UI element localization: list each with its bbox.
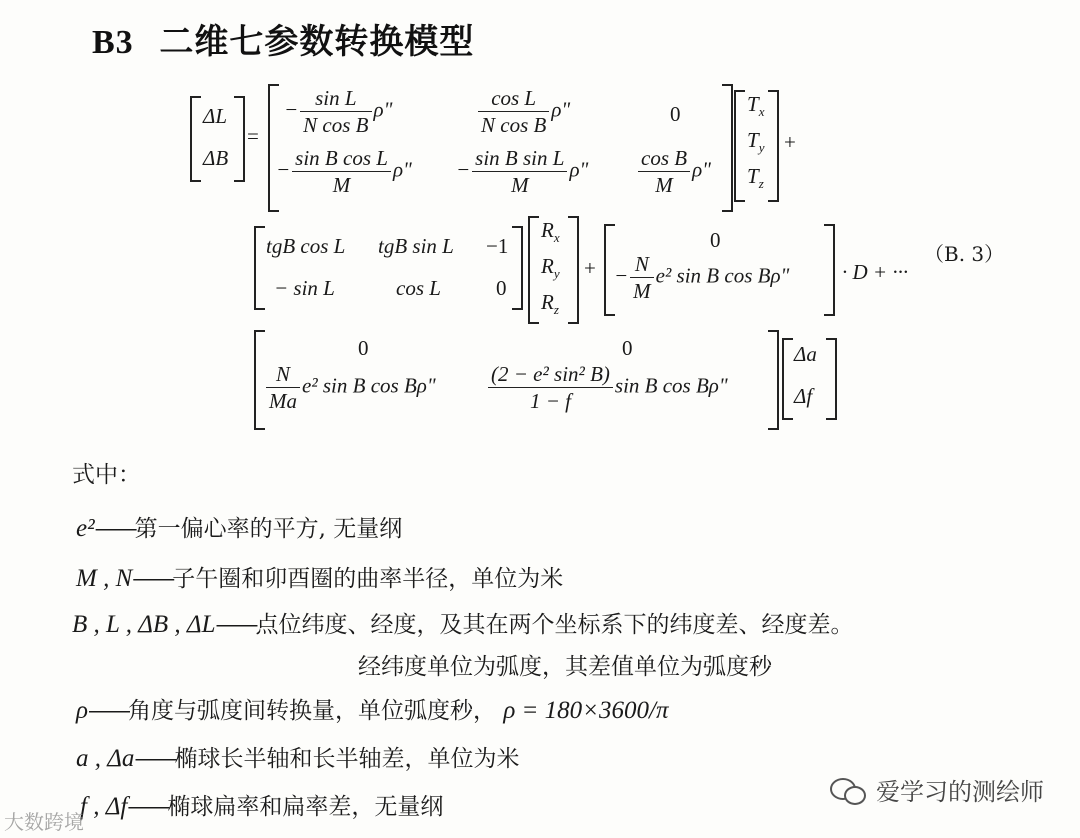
matrix-r21: − sin L — [274, 276, 335, 300]
watermark — [830, 772, 1044, 807]
equation-tail: · D + ··· — [842, 260, 909, 284]
bracket-left — [782, 338, 793, 420]
lhs-delta-l: ΔL — [203, 104, 228, 128]
bracket-right — [568, 216, 579, 324]
matrix-c22: $\frac{\text{(2 − e² sin² B)}}{1 - f}$ sin B cos Bρ" — [486, 362, 728, 413]
matrix-c21: $\frac{N}{Ma}$ e² sin B cos Bρ" — [264, 362, 436, 413]
matrix-m13: 0 — [670, 102, 681, 126]
equation-number: （B. 3） — [924, 242, 1005, 266]
where-label: 式中： — [72, 462, 141, 488]
lhs-delta-b: ΔB — [203, 146, 229, 170]
bracket-right — [234, 96, 245, 182]
t-x: $T_x$ — [747, 92, 765, 120]
matrix-r12: tgB sin L — [378, 234, 454, 258]
plus-sign: + — [784, 130, 796, 154]
bracket-left — [734, 90, 745, 202]
vector-delta-a: Δa — [794, 342, 817, 366]
corner-watermark: 大数跨境 — [4, 810, 84, 834]
vector-v2: − $\frac{N}{M}$ e² sin B cos Bρ" — [614, 252, 790, 303]
matrix-r13: −1 — [486, 234, 509, 258]
matrix-r23: 0 — [496, 276, 507, 300]
definition-b-l: B , L , ΔB , ΔL——点位纬度、经度，及其在两个坐标系下的纬度差、经度差。 — [72, 611, 854, 638]
section-title — [92, 14, 474, 63]
definition-f: f , Δf——椭球扁率和扁率差，无量纲 — [80, 793, 444, 820]
matrix-r22: cos L — [396, 276, 441, 300]
matrix-m11: − $\frac{\text{sin L}}{\text{N cos B}}$ ρ" — [284, 86, 393, 137]
matrix-c11: 0 — [358, 336, 369, 360]
section-title-text: 二维七参数转换模型 — [159, 22, 475, 62]
r-y: $R_y$ — [541, 254, 560, 282]
plus-sign: + — [584, 256, 596, 280]
vector-v1: 0 — [710, 228, 721, 252]
definition-b-l-cont: 经纬度单位为弧度，其差值单位为弧度秒 — [358, 654, 772, 680]
r-x: $R_x$ — [541, 218, 560, 246]
bracket-right — [826, 338, 837, 420]
matrix-m23: $\frac{\text{cos B}}{M}$ ρ" — [636, 146, 711, 197]
wechat-icon — [830, 776, 868, 804]
bracket-right — [824, 224, 835, 316]
definition-m-n: M , N——子午圈和卯酉圈的曲率半径，单位为米 — [76, 565, 564, 592]
bracket-right — [768, 330, 779, 430]
equals-sign: = — [247, 124, 259, 148]
bracket-right — [512, 226, 523, 310]
vector-delta-f: Δf — [794, 384, 813, 408]
bracket-left — [254, 226, 265, 310]
section-code: B3 — [92, 24, 134, 61]
bracket-right — [768, 90, 779, 202]
definition-e2: e²——第一偏心率的平方, 无量纲 — [76, 515, 403, 542]
matrix-m21: − $\frac{\text{sin B cos L}}{M}$ ρ" — [276, 146, 412, 197]
bracket-left — [190, 96, 201, 182]
watermark-text: 爱学习的测绘师 — [876, 778, 1044, 806]
matrix-c12: 0 — [622, 336, 633, 360]
definition-a: a , Δa——椭球长半轴和长半轴差，单位为米 — [76, 745, 520, 772]
bracket-right — [722, 84, 733, 212]
t-z: $T_z$ — [747, 164, 764, 192]
matrix-m12: $\frac{\text{cos L}}{\text{N cos B}}$ ρ" — [476, 86, 570, 137]
matrix-r11: tgB cos L — [266, 234, 346, 258]
r-z: $R_z$ — [541, 290, 559, 318]
matrix-m22: − $\frac{\text{sin B sin L}}{M}$ ρ" — [456, 146, 589, 197]
definition-rho: ρ——角度与弧度间转换量，单位弧度秒， ρ = 180×3600/π — [76, 697, 669, 724]
bracket-left — [528, 216, 539, 324]
t-y: $T_y$ — [747, 128, 765, 156]
